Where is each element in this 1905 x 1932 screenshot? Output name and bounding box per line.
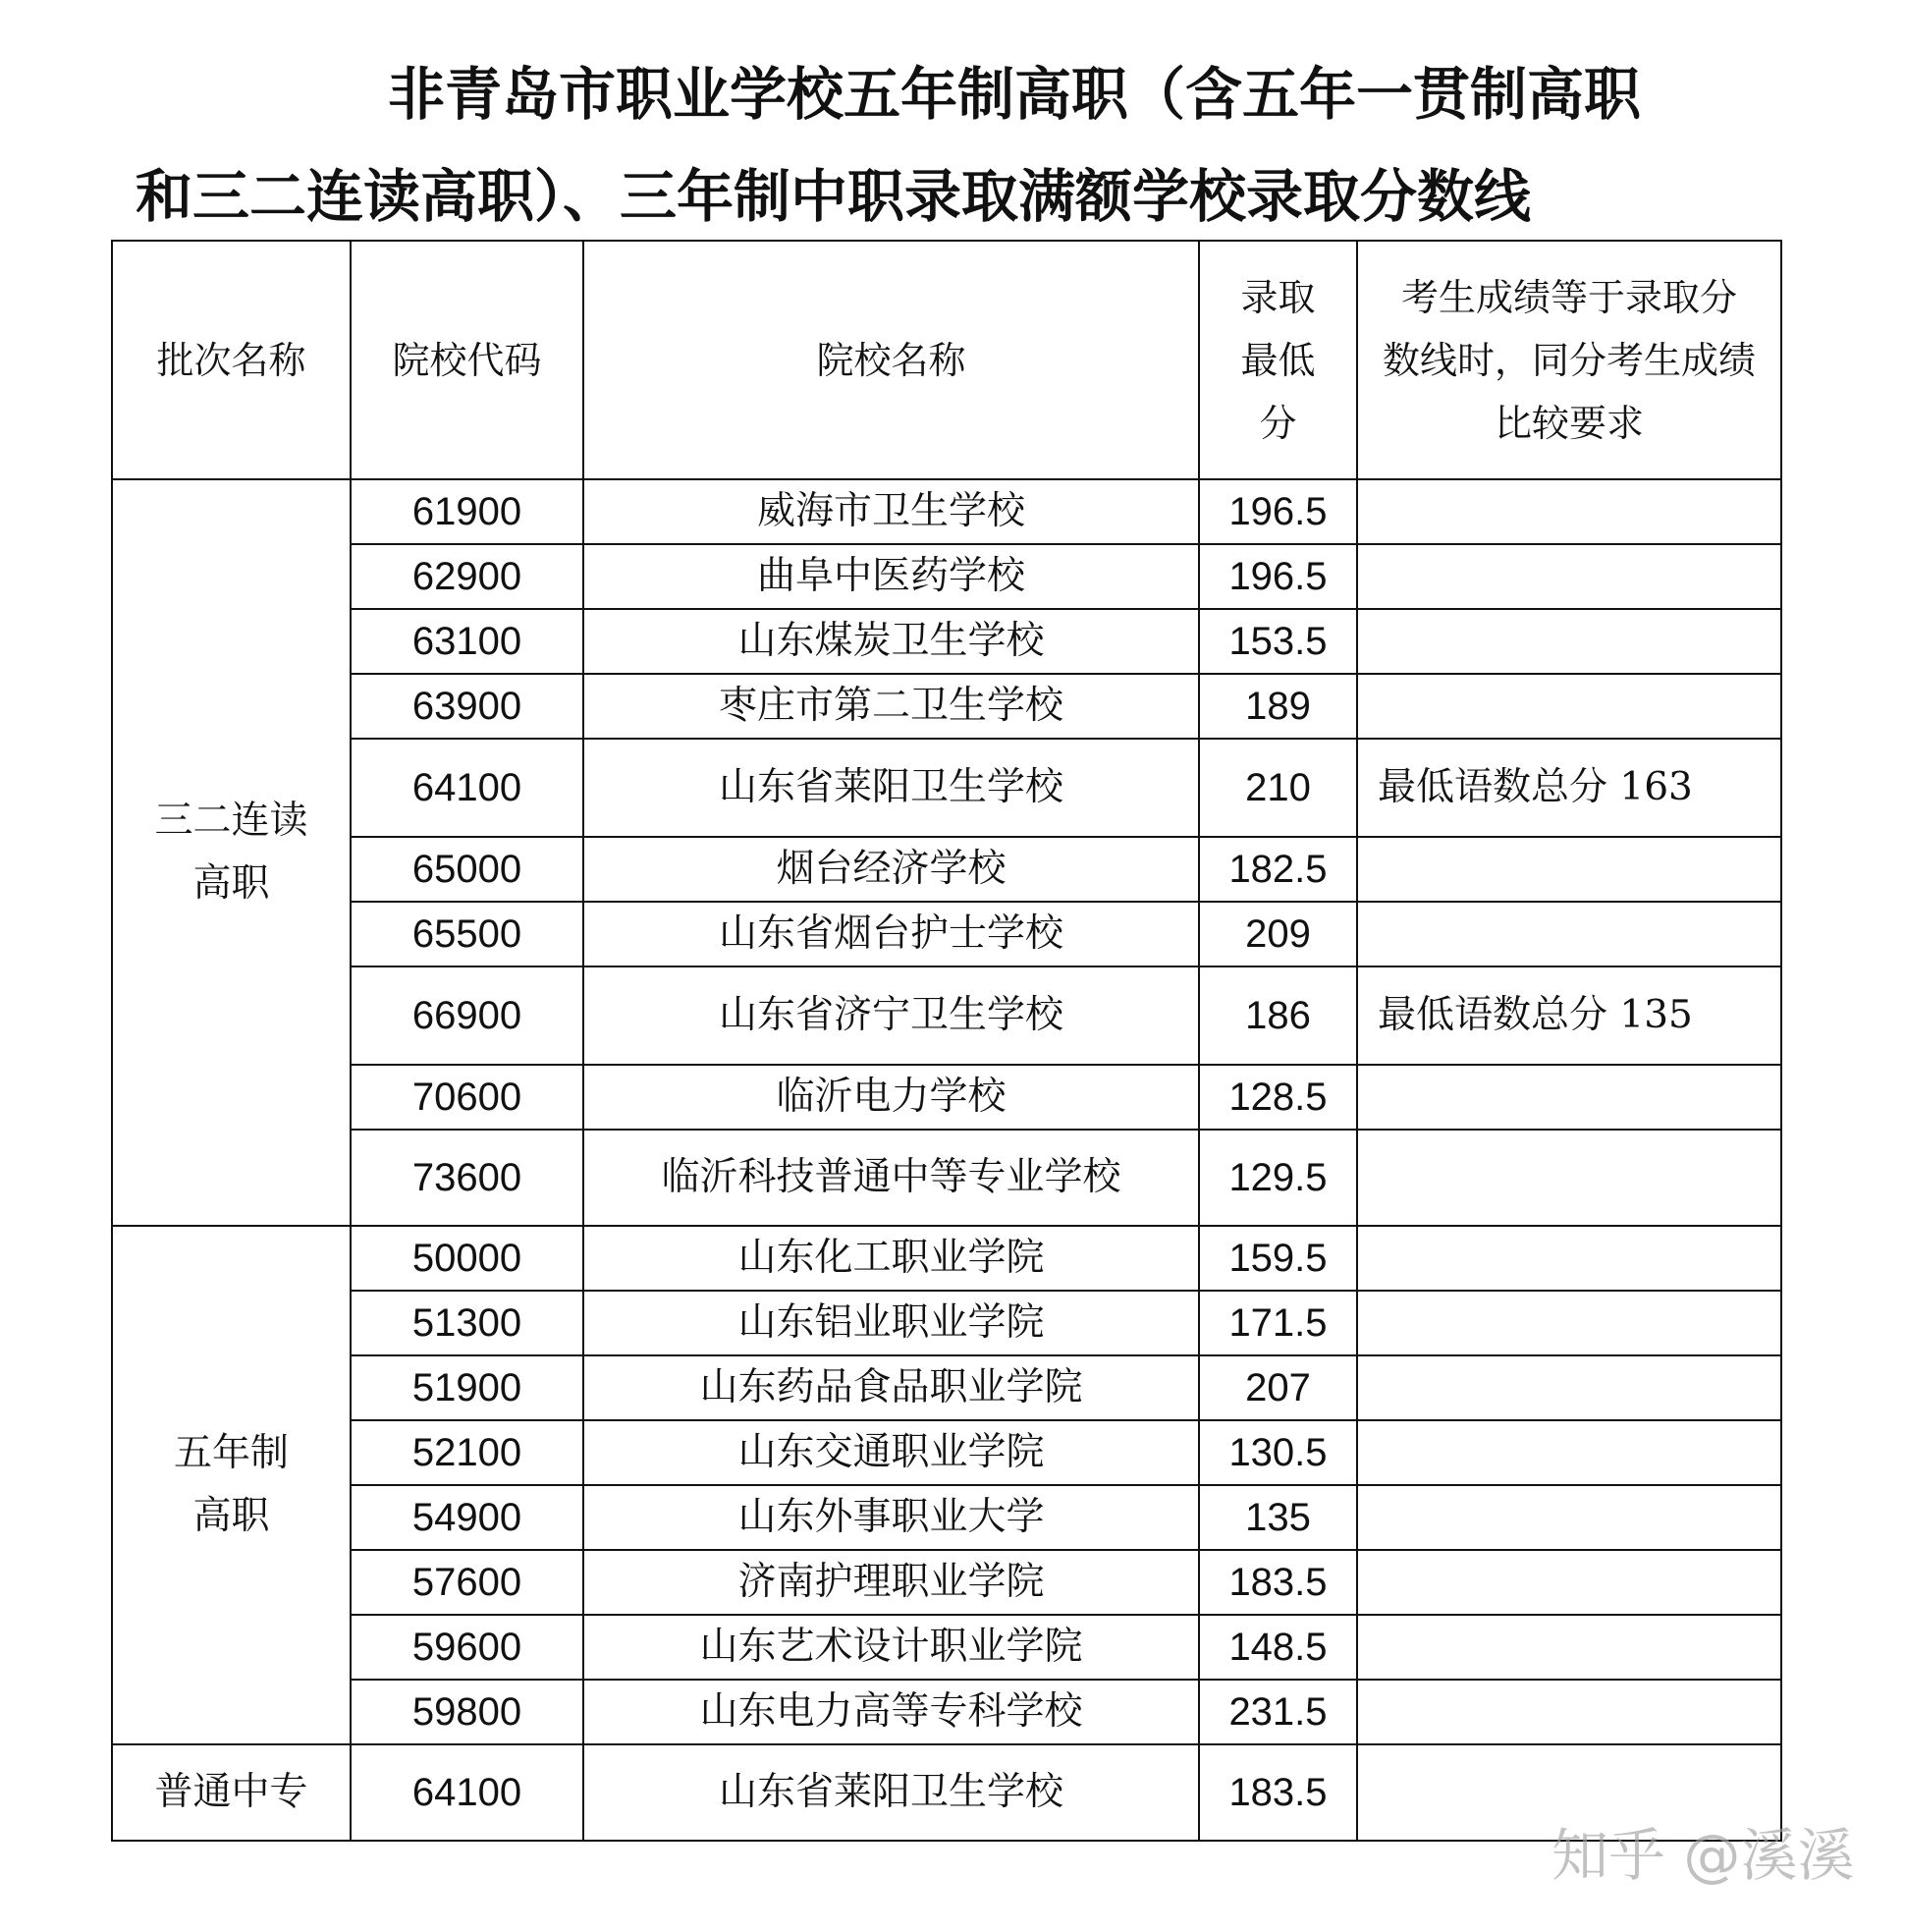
school-code-cell: 63900 [351,674,583,739]
min-score-cell: 148.5 [1199,1615,1357,1680]
admission-score-table [111,240,1782,1842]
school-code-cell: 59800 [351,1680,583,1744]
min-score-cell: 183.5 [1199,1550,1357,1615]
school-name-cell: 山东省莱阳卫生学校 [583,1744,1199,1841]
school-code-cell: 63100 [351,609,583,674]
school-code-cell: 62900 [351,544,583,609]
table-row [112,609,1781,674]
min-score-cell: 189 [1199,674,1357,739]
batch-name-line: 高职 [192,861,270,906]
table-row [112,1680,1781,1744]
table-row [112,1550,1781,1615]
table-row [112,479,1781,544]
school-name-cell: 枣庄市第二卫生学校 [583,674,1199,739]
header-requirement-line: 数线时，同分考生成绩 [1382,338,1756,382]
header-name: 院校名称 [583,241,1199,479]
min-score-cell: 171.5 [1199,1291,1357,1355]
school-code-cell: 64100 [351,1744,583,1841]
school-code-cell: 51900 [351,1355,583,1420]
header-min-score-line: 录取 [1240,275,1316,319]
min-score-cell: 231.5 [1199,1680,1357,1744]
table-row [112,1615,1781,1680]
tie-requirement-cell [1357,902,1781,966]
batch-name-cell [112,1226,351,1744]
tie-requirement-cell [1357,1680,1781,1744]
school-name-cell: 山东化工职业学院 [583,1226,1199,1291]
school-name-cell: 山东省济宁卫生学校 [583,966,1199,1065]
tie-requirement-cell [1357,544,1781,609]
tie-requirement-cell [1357,1130,1781,1226]
school-code-cell: 51300 [351,1291,583,1355]
min-score-cell: 207 [1199,1355,1357,1420]
school-code-cell: 52100 [351,1420,583,1485]
table-row [112,674,1781,739]
tie-requirement-cell: 最低语数总分 135 [1357,966,1781,1065]
table-row [112,902,1781,966]
tie-requirement-cell [1357,1226,1781,1291]
header-min-score-line: 最低 [1240,338,1316,382]
school-name-cell: 曲阜中医药学校 [583,544,1199,609]
table-header-row [112,241,1781,479]
school-code-cell: 70600 [351,1065,583,1130]
table-row [112,1420,1781,1485]
min-score-cell: 196.5 [1199,479,1357,544]
table-row [112,837,1781,902]
school-code-cell: 65500 [351,902,583,966]
batch-name-line: 高职 [192,1494,270,1538]
min-score-cell: 135 [1199,1485,1357,1550]
table-row [112,1291,1781,1355]
table-row [112,1485,1781,1550]
min-score-cell: 186 [1199,966,1357,1065]
school-name-cell: 济南护理职业学院 [583,1550,1199,1615]
table-row [112,739,1781,837]
tie-requirement-cell [1357,837,1781,902]
tie-requirement-cell [1357,1550,1781,1615]
school-name-cell: 临沂电力学校 [583,1065,1199,1130]
table-row [112,1226,1781,1291]
tie-requirement-cell [1357,1355,1781,1420]
header-requirement [1357,241,1781,479]
header-batch: 批次名称 [112,241,351,479]
zhihu-watermark: 知乎 @溪溪 [1551,1822,1855,1889]
batch-name-cell [112,1744,351,1841]
header-requirement-line: 考生成绩等于录取分 [1400,275,1737,319]
batch-name-line: 三二连读 [154,799,308,843]
school-name-cell: 临沂科技普通中等专业学校 [583,1130,1199,1226]
page-title-line-1: 非青岛市职业学校五年制高职（含五年一贯制高职 [388,61,1642,128]
header-requirement-line: 比较要求 [1494,401,1644,445]
school-name-cell: 山东药品食品职业学院 [583,1355,1199,1420]
min-score-cell: 196.5 [1199,544,1357,609]
min-score-cell: 130.5 [1199,1420,1357,1485]
page-title-line-2: 和三二连读高职）、三年制中职录取满额学校录取分数线 [136,163,1532,230]
tie-requirement-cell [1357,1615,1781,1680]
min-score-cell: 183.5 [1199,1744,1357,1841]
school-name-cell: 山东铝业职业学院 [583,1291,1199,1355]
min-score-cell: 182.5 [1199,837,1357,902]
batch-name-line: 普通中专 [154,1770,308,1814]
school-code-cell: 61900 [351,479,583,544]
tie-requirement-cell: 最低语数总分 163 [1357,739,1781,837]
school-name-cell: 山东交通职业学院 [583,1420,1199,1485]
school-name-cell: 山东外事职业大学 [583,1485,1199,1550]
school-code-cell: 73600 [351,1130,583,1226]
tie-requirement-cell [1357,479,1781,544]
school-name-cell: 山东省烟台护士学校 [583,902,1199,966]
header-min-score-line: 分 [1259,401,1297,445]
header-code: 院校代码 [351,241,583,479]
table-row [112,1744,1781,1841]
school-code-cell: 50000 [351,1226,583,1291]
tie-requirement-cell [1357,609,1781,674]
tie-requirement-cell [1357,1420,1781,1485]
school-code-cell: 57600 [351,1550,583,1615]
tie-requirement-cell [1357,1291,1781,1355]
min-score-cell: 128.5 [1199,1065,1357,1130]
min-score-cell: 159.5 [1199,1226,1357,1291]
tie-requirement-cell [1357,674,1781,739]
table-row [112,1065,1781,1130]
school-name-cell: 山东电力高等专科学校 [583,1680,1199,1744]
min-score-cell: 210 [1199,739,1357,837]
school-name-cell: 烟台经济学校 [583,837,1199,902]
table-row [112,1355,1781,1420]
school-name-cell: 威海市卫生学校 [583,479,1199,544]
school-name-cell: 山东艺术设计职业学院 [583,1615,1199,1680]
table-row [112,966,1781,1065]
school-name-cell: 山东煤炭卫生学校 [583,609,1199,674]
min-score-cell: 153.5 [1199,609,1357,674]
school-code-cell: 64100 [351,739,583,837]
tie-requirement-cell [1357,1065,1781,1130]
school-code-cell: 59600 [351,1615,583,1680]
tie-requirement-cell [1357,1485,1781,1550]
school-code-cell: 54900 [351,1485,583,1550]
school-name-cell: 山东省莱阳卫生学校 [583,739,1199,837]
table-row [112,1130,1781,1226]
min-score-cell: 129.5 [1199,1130,1357,1226]
batch-name-line: 五年制 [173,1431,289,1475]
header-min-score [1199,241,1357,479]
table-row [112,544,1781,609]
batch-name-cell [112,479,351,1226]
school-code-cell: 66900 [351,966,583,1065]
min-score-cell: 209 [1199,902,1357,966]
school-code-cell: 65000 [351,837,583,902]
